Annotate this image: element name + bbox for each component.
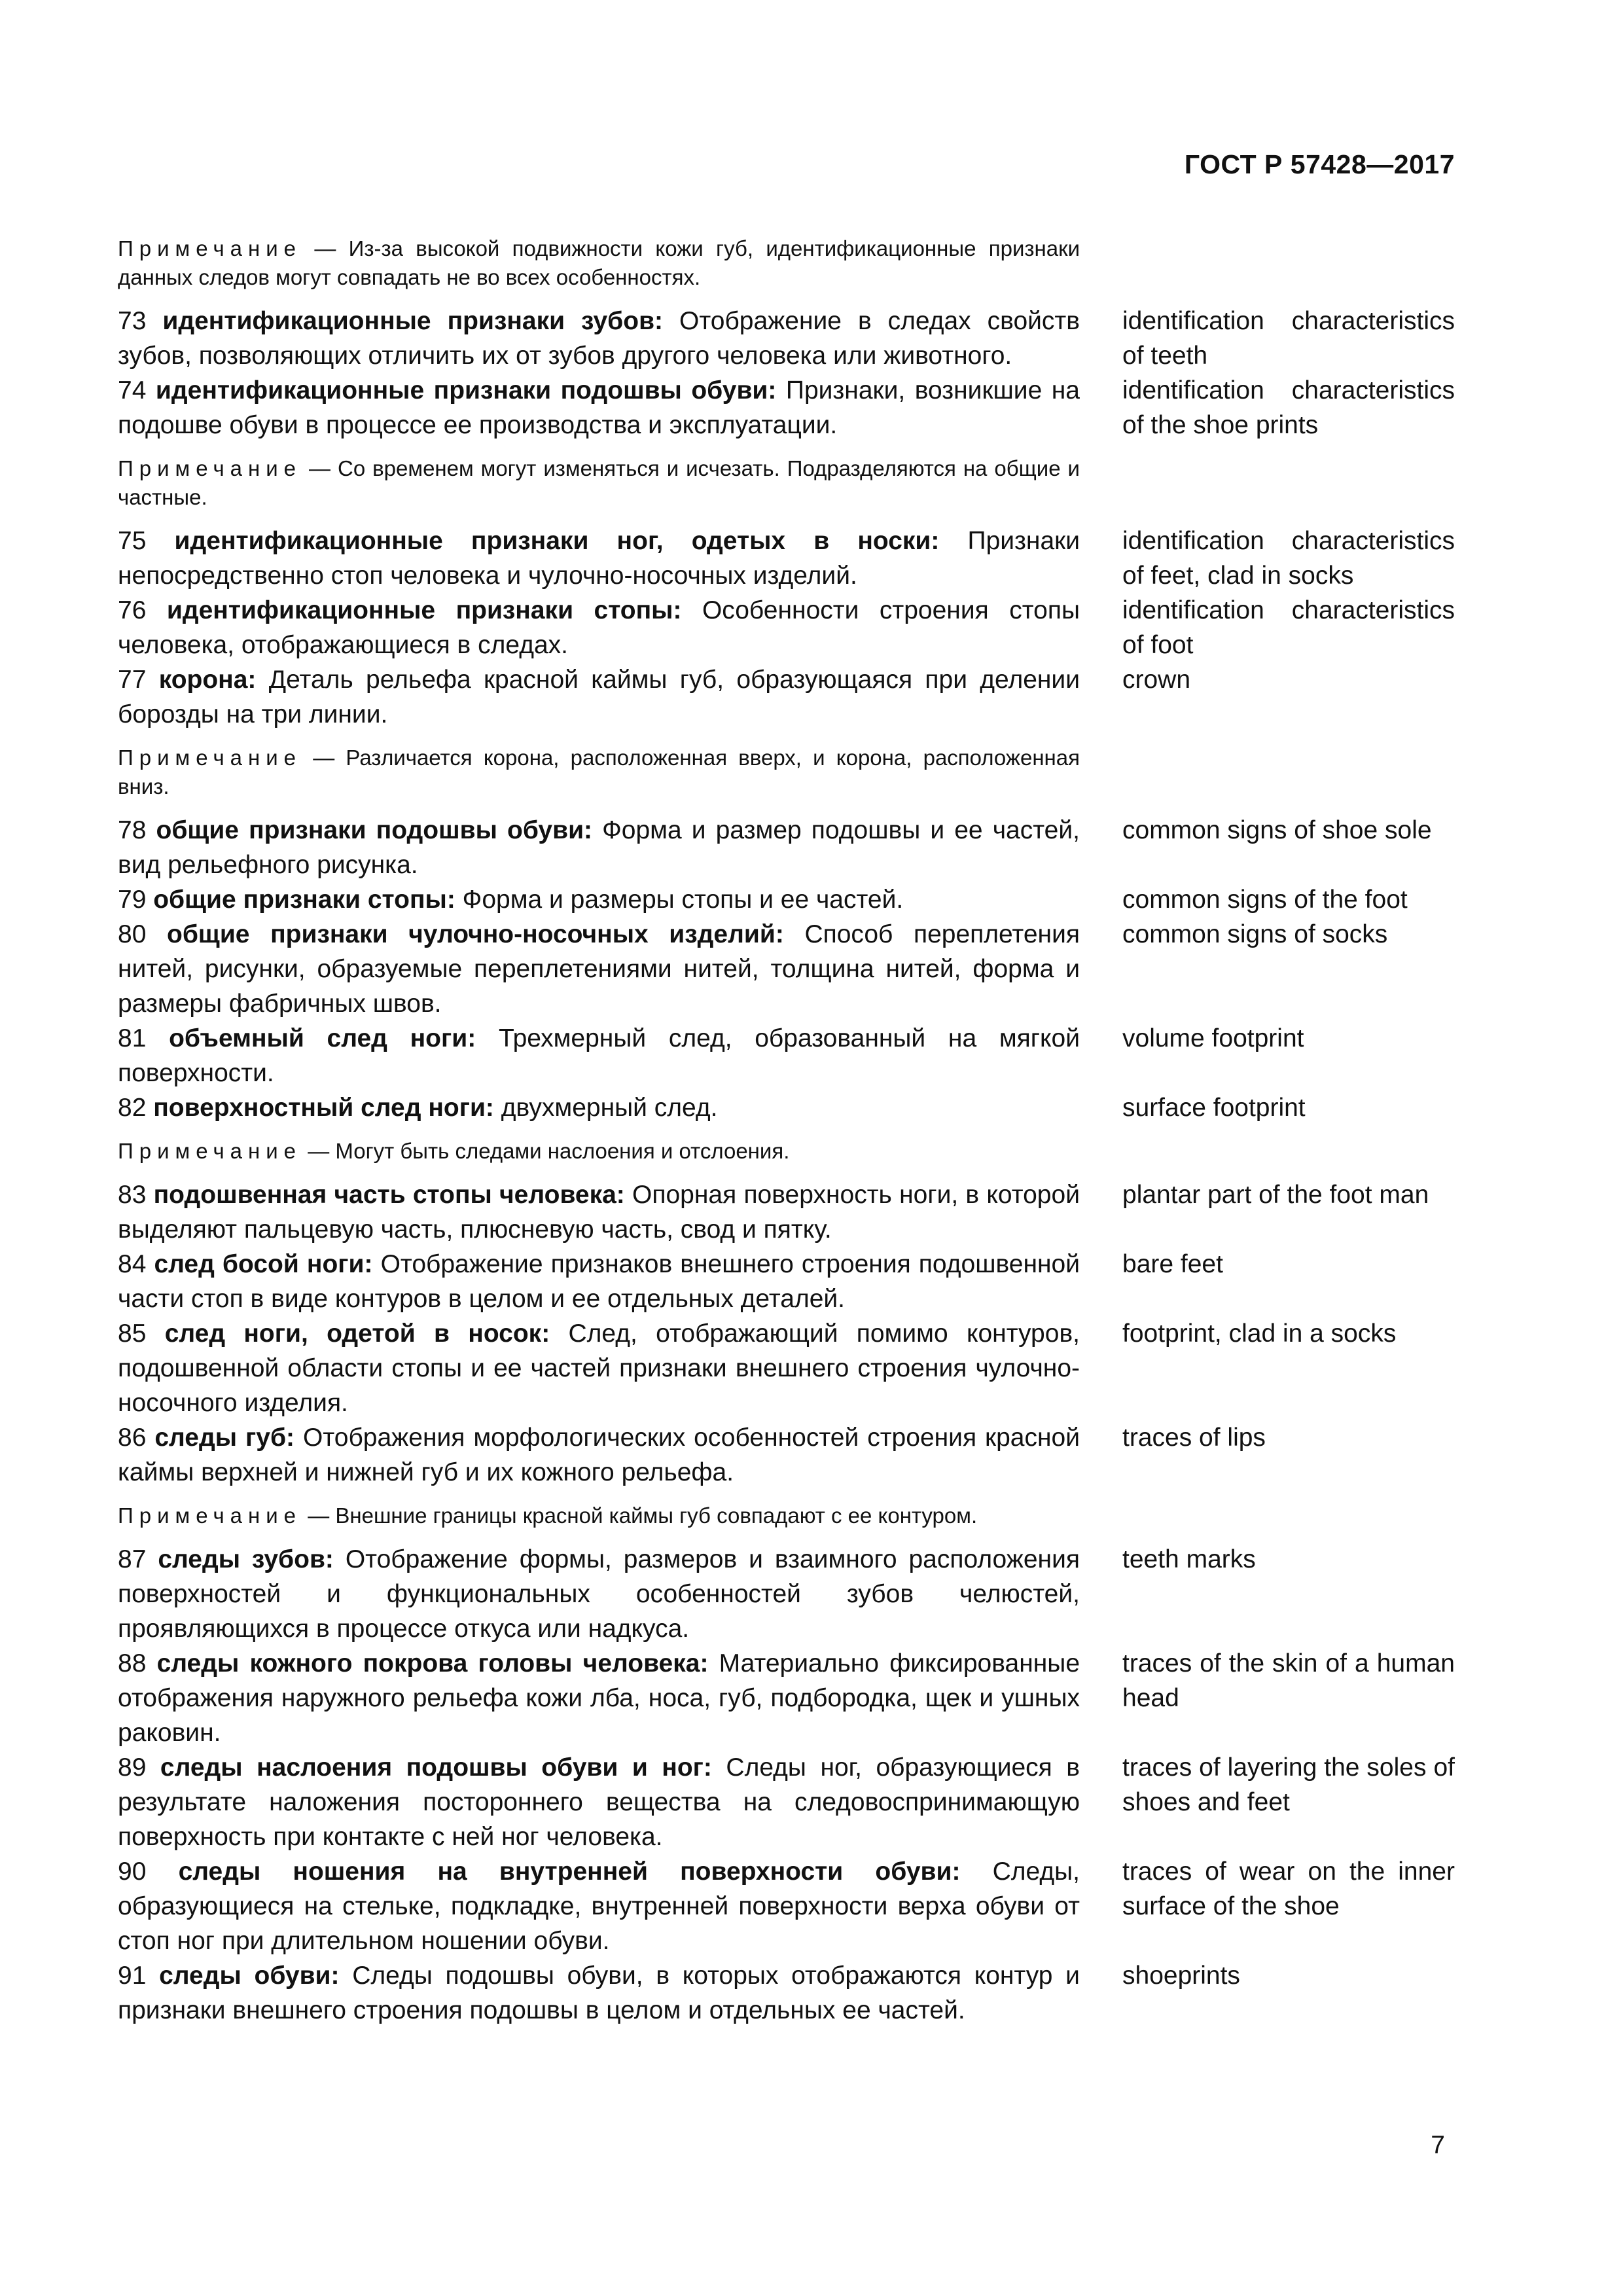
term-en: teeth marks: [1122, 1545, 1256, 1573]
term-name: подошвенная часть стопы человека:: [153, 1181, 625, 1209]
term-en: common signs of the foot: [1122, 886, 1408, 914]
note: [118, 454, 1080, 512]
terms-list: [118, 234, 1455, 2028]
term-number: 81: [118, 1024, 147, 1052]
term-ru: [118, 373, 1080, 442]
term-entry: [118, 882, 1455, 917]
document-code: ГОСТ Р 57428—2017: [1184, 149, 1455, 179]
term-en: identification characteristics of foot: [1122, 596, 1455, 659]
term-name: след босой ноги:: [154, 1250, 373, 1278]
term-en: surface footprint: [1122, 1094, 1306, 1122]
term-definition: Следы ног, образующиеся в результате наложения постороннего вещества на следовоспринимающую поверхность при контакте с ней ног человека.: [118, 1753, 1080, 1851]
term-entry: [118, 373, 1455, 442]
term-name: идентификационные признаки стопы:: [166, 596, 682, 624]
term-en: crown: [1122, 666, 1191, 694]
term-ru: [118, 1646, 1080, 1750]
term-definition: Отображение признаков внешнего строения подошвенной части стоп в виде контуров в целом и ее отдельных деталей.: [118, 1250, 1080, 1313]
term-name: след ноги, одетой в носок:: [164, 1319, 550, 1348]
term-entry: [118, 917, 1455, 1021]
term-ru: [118, 1542, 1080, 1646]
term-name: объемный след ноги:: [169, 1024, 476, 1052]
term-ru: [118, 1177, 1080, 1247]
term-number: 80: [118, 920, 147, 948]
term-definition: двухмерный след.: [501, 1094, 718, 1122]
term-definition: Отображения морфологических особенностей строения красной каймы верхней и нижней губ и их кожного рельефа.: [118, 1424, 1080, 1486]
term-number: 83: [118, 1181, 147, 1209]
note-text: — Различается корона, расположенная вверх, и корона, расположенная вниз.: [118, 745, 1080, 798]
term-number: 89: [118, 1753, 147, 1782]
term-entry: [118, 1177, 1455, 1247]
term-number: 84: [118, 1250, 147, 1278]
term-number: 75: [118, 527, 147, 555]
term-ru: [118, 1316, 1080, 1420]
term-definition: Способ переплетения нитей, рисунки, образуемые переплетениями нитей, толщина нитей, форма и размеры фабричных швов.: [118, 920, 1080, 1018]
term-definition: Форма и размеры стопы и ее частей.: [462, 886, 904, 914]
term-entry: [118, 524, 1455, 593]
term-number: 74: [118, 376, 147, 404]
term-name: следы обуви:: [159, 1962, 340, 1990]
term-ru: [118, 304, 1080, 373]
term-entry: [118, 1958, 1455, 2028]
term-name: идентификационные признаки зубов:: [162, 307, 664, 335]
term-entry: [118, 593, 1455, 662]
note-label: Примечание: [118, 1139, 302, 1163]
term-definition: Форма и размер подошвы и ее частей, вид рельефного рисунка.: [118, 816, 1080, 879]
term-en: shoeprints: [1122, 1962, 1240, 1990]
term-ru: [118, 1420, 1080, 1490]
term-entry: [118, 1542, 1455, 1646]
term-name: идентификационные признаки ног, одетых в носки:: [174, 527, 940, 555]
term-number: 78: [118, 816, 147, 844]
term-name: общие признаки подошвы обуви:: [156, 816, 593, 844]
term-ru: [118, 1021, 1080, 1090]
term-name: следы кожного покрова головы человека:: [156, 1649, 709, 1677]
term-entry: [118, 1646, 1455, 1750]
term-name: корона:: [158, 666, 257, 694]
term-number: 88: [118, 1649, 147, 1677]
term-definition: Отображение формы, размеров и взаимного расположения поверхностей и функциональных особенностей зубов челюстей, проявляющихся в процессе откуса или надкуса.: [118, 1545, 1080, 1643]
term-number: 79: [118, 886, 147, 914]
term-definition: Особенности строения стопы человека, отображающиеся в следах.: [118, 596, 1080, 659]
term-ru: [118, 917, 1080, 1021]
term-name: поверхностный след ноги:: [153, 1094, 494, 1122]
note-text: — Со временем могут изменяться и исчезать. Подразделяются на общие и частные.: [118, 456, 1080, 509]
term-definition: Следы подошвы обуви, в которых отображаются контур и признаки внешнего строения подошвы в целом и отдельных ее частей.: [118, 1962, 1080, 2024]
term-name: идентификационные признаки подошвы обуви:: [155, 376, 777, 404]
term-en: footprint, clad in a socks: [1122, 1319, 1397, 1348]
term-name: следы наслоения подошвы обуви и ног:: [160, 1753, 712, 1782]
note: [118, 744, 1080, 801]
term-entry: [118, 1090, 1455, 1125]
term-definition: След, отображающий помимо контуров, подошвенной области стопы и ее частей признаки внешнего строения чулочно-носочного изделия.: [118, 1319, 1080, 1417]
term-definition: Опорная поверхность ноги, в которой выделяют пальцевую часть, плюсневую часть, свод и пятку.: [118, 1181, 1080, 1244]
term-en: identification characteristics of the shoe prints: [1122, 376, 1455, 439]
note-text: — Могут быть следами наслоения и отслоения.: [308, 1139, 790, 1163]
term-ru: [118, 593, 1080, 662]
term-name: следы губ:: [154, 1424, 295, 1452]
term-ru: [118, 1958, 1080, 2028]
note: [118, 1501, 1080, 1530]
term-en: traces of lips: [1122, 1424, 1266, 1452]
note-text: — Из-за высокой подвижности кожи губ, идентификационные признаки данных следов могут совпадать не во всех особенностях.: [118, 236, 1080, 289]
term-entry: [118, 1021, 1455, 1090]
term-number: 77: [118, 666, 147, 694]
note-text: — Внешние границы красной каймы губ совпадают с ее контуром.: [308, 1503, 978, 1528]
term-en: traces of the skin of a human head: [1122, 1649, 1455, 1712]
term-entry: [118, 1316, 1455, 1420]
term-definition: Деталь рельефа красной каймы губ, образующаяся при делении борозды на три линии.: [118, 666, 1080, 728]
note-label: Примечание: [118, 1503, 302, 1528]
note-label: Примечание: [118, 745, 302, 770]
note: [118, 1137, 1080, 1166]
term-en: common signs of shoe sole: [1122, 816, 1432, 844]
note-label: Примечание: [118, 456, 302, 480]
term-name: следы ношения на внутренней поверхности обуви:: [178, 1857, 961, 1886]
term-number: 87: [118, 1545, 147, 1573]
term-name: следы зубов:: [158, 1545, 334, 1573]
term-name: общие признаки чулочно-носочных изделий:: [167, 920, 784, 948]
term-entry: [118, 1247, 1455, 1316]
term-number: 90: [118, 1857, 147, 1886]
term-number: 76: [118, 596, 147, 624]
term-en: identification characteristics of teeth: [1122, 307, 1455, 370]
term-ru: [118, 1750, 1080, 1854]
note: [118, 234, 1080, 292]
term-definition: Признаки непосредственно стоп человека и чулочно-носочных изделий.: [118, 527, 1080, 590]
term-definition: Трехмерный след, образованный на мягкой поверхности.: [118, 1024, 1080, 1087]
term-en: identification characteristics of feet, clad in socks: [1122, 527, 1455, 590]
note-label: Примечание: [118, 236, 302, 260]
term-number: 73: [118, 307, 147, 335]
term-entry: [118, 662, 1455, 732]
term-en: plantar part of the foot man: [1122, 1181, 1429, 1209]
term-ru: [118, 813, 1080, 882]
term-ru: [118, 882, 1080, 917]
term-entry: [118, 1854, 1455, 1958]
term-entry: [118, 1420, 1455, 1490]
term-number: 86: [118, 1424, 147, 1452]
term-ru: [118, 524, 1080, 593]
term-ru: [118, 1247, 1080, 1316]
page-number: 7: [1431, 2131, 1445, 2159]
term-definition: Следы, образующиеся на стельке, подкладке, внутренней поверхности верха обуви от стоп ног при длительном ношении обуви.: [118, 1857, 1080, 1955]
term-number: 91: [118, 1962, 147, 1990]
term-name: общие признаки стопы:: [153, 886, 455, 914]
term-en: volume footprint: [1122, 1024, 1304, 1052]
term-number: 85: [118, 1319, 147, 1348]
term-definition: Признаки, возникшие на подошве обуви в процессе ее производства и эксплуатации.: [118, 376, 1080, 439]
term-definition: Отображение в следах свойств зубов, позволяющих отличить их от зубов другого человека или животного.: [118, 307, 1080, 370]
term-entry: [118, 1750, 1455, 1854]
term-ru: [118, 1854, 1080, 1958]
term-definition: Материально фиксированные отображения наружного рельефа кожи лба, носа, губ, подбородка, щек и ушных раковин.: [118, 1649, 1080, 1747]
term-ru: [118, 662, 1080, 732]
term-en: traces of layering the soles of shoes and feet: [1122, 1753, 1455, 1816]
term-number: 82: [118, 1094, 147, 1122]
term-entry: [118, 304, 1455, 373]
term-en: traces of wear on the inner surface of the shoe: [1122, 1857, 1455, 1920]
term-en: common signs of socks: [1122, 920, 1388, 948]
term-en: bare feet: [1122, 1250, 1223, 1278]
term-entry: [118, 813, 1455, 882]
term-ru: [118, 1090, 1080, 1125]
